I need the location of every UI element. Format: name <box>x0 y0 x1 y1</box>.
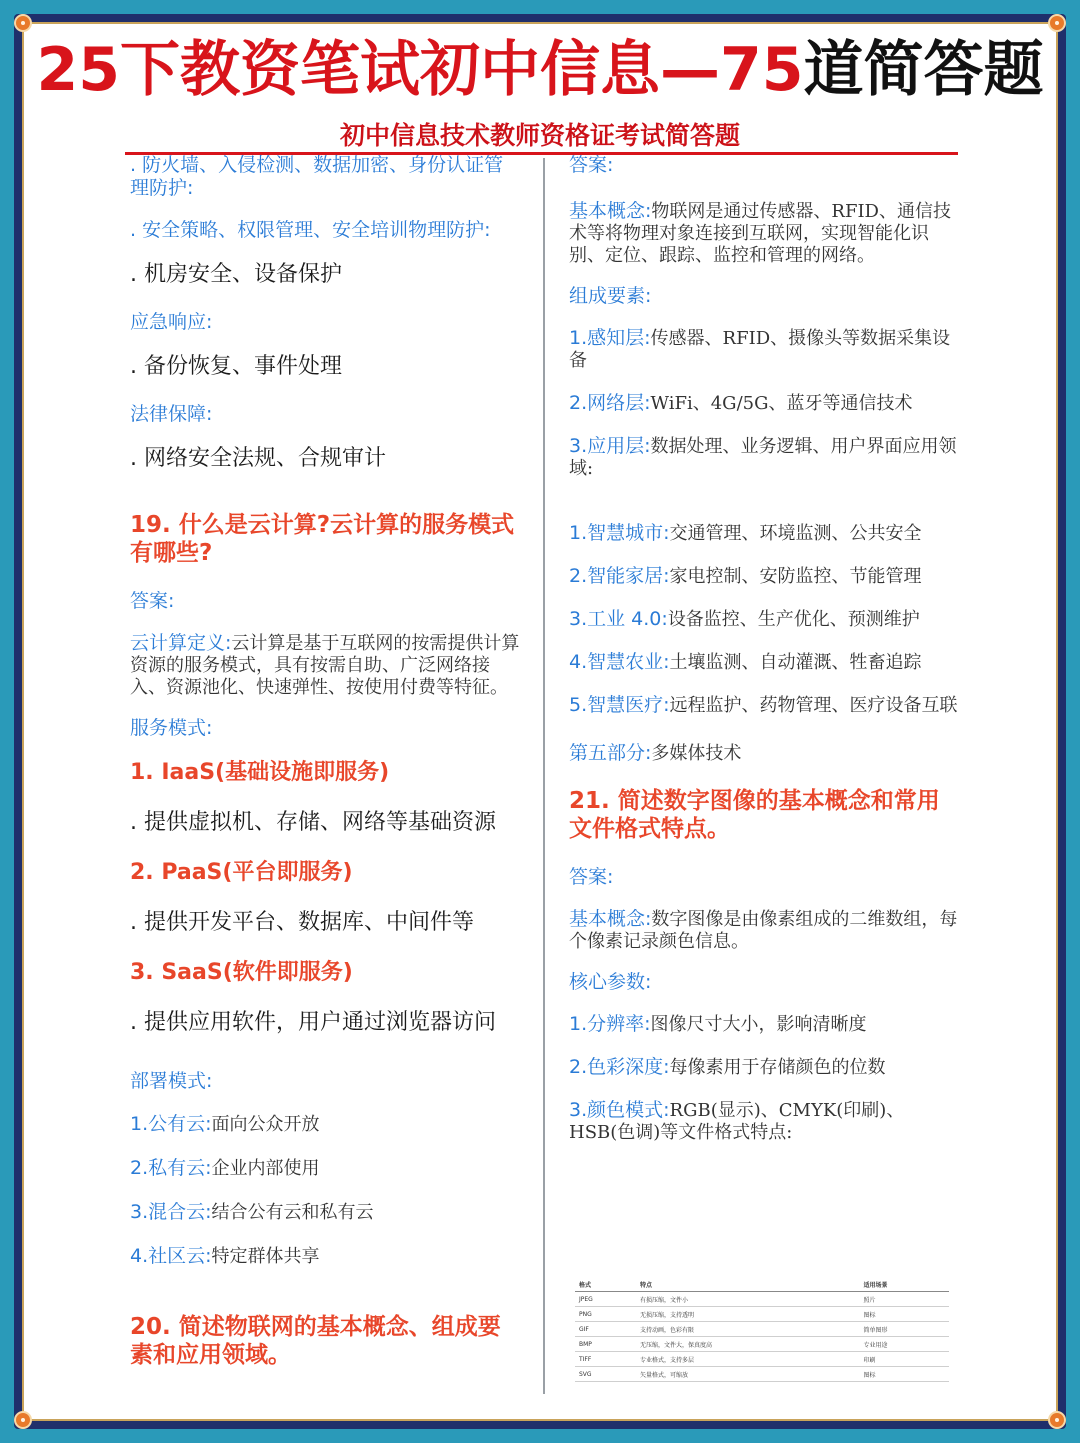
table-cell: 图标 <box>860 1307 949 1322</box>
item-key: 智能家居: <box>587 565 670 587</box>
item-value: 每像素用于存储颜色的位数 <box>669 1057 886 1078</box>
table-cell: 无损压缩，支持透明 <box>636 1307 860 1322</box>
item-number: 3. <box>569 608 588 630</box>
definition-label: 云计算定义: <box>130 632 232 654</box>
table-cell: 无压缩，文件大，保真度高 <box>636 1337 860 1352</box>
iot-basic-paragraph <box>569 200 961 267</box>
item-number: 2. <box>569 565 588 587</box>
list-item <box>569 392 961 415</box>
item-value: 传感器、RFID、摄像头等数据采集设备 <box>569 328 951 371</box>
item-key: 公有云: <box>148 1113 212 1135</box>
item-number: 1. <box>569 522 588 544</box>
item-number: 2. <box>130 1157 149 1179</box>
item-value: 面向公众开放 <box>211 1114 320 1135</box>
title-part-red: 25下教资笔试初中信息—75 <box>36 35 804 105</box>
question-21: 21. 简述数字图像的基本概念和常用文件格式特点。 <box>569 788 940 842</box>
answer-label: 答案: <box>569 866 614 888</box>
definition-text: 云计算是基于互联网的按需提供计算资源的服务模式，具有按需自助、广泛网络接入、资源池化、快速弹性、按使用付费等特征。 <box>130 633 520 698</box>
item-number: 5. <box>569 694 588 716</box>
list-item <box>569 522 961 545</box>
item-number: 3. <box>130 1201 149 1223</box>
item-value: 土壤监测、自动灌溉、牲畜追踪 <box>669 652 922 673</box>
list-item <box>130 1157 522 1180</box>
image-format-table <box>575 1277 949 1382</box>
list-item <box>569 327 961 372</box>
item-number: 1. <box>569 327 588 349</box>
corner-ornament-icon <box>14 1411 32 1429</box>
item-key: 智慧农业: <box>587 651 670 673</box>
section-label: 部署模式: <box>130 1070 213 1092</box>
item-number: 3. <box>569 435 588 457</box>
bullet-item: . 机房安全、设备保护 <box>130 262 342 287</box>
table-cell: 专业用途 <box>860 1337 949 1352</box>
section-label: 服务模式: <box>130 717 213 739</box>
item-key: 智慧医疗: <box>587 694 670 716</box>
table-row <box>575 1367 949 1382</box>
iot-basic-label: 基本概念: <box>569 200 652 222</box>
item-value: 特定群体共享 <box>211 1246 320 1267</box>
table-cell: TIFF <box>575 1352 636 1367</box>
definition-paragraph <box>130 632 522 699</box>
item-number: 4. <box>130 1245 149 1267</box>
right-column <box>569 150 961 1162</box>
section-label: 应急响应: <box>130 311 213 333</box>
page-title <box>0 30 1080 110</box>
service-paas-title: 2. PaaS(平台即服务) <box>130 860 353 885</box>
table-header: 格式 <box>575 1277 636 1292</box>
service-iaas-title: 1. IaaS(基础设施即服务) <box>130 760 390 785</box>
section-label: 核心参数: <box>569 971 652 993</box>
part5-line <box>569 742 961 765</box>
service-paas-text: . 提供开发平台、数据库、中间件等 <box>130 910 474 935</box>
item-value: 远程监护、药物管理、医疗设备互联 <box>669 695 958 716</box>
image-basic-text: 数字图像是由像素组成的二维数组，每个像素记录颜色信息。 <box>569 909 958 952</box>
table-cell: JPEG <box>575 1292 636 1307</box>
table-cell: 印刷 <box>860 1352 949 1367</box>
item-value: 设备监控、生产优化、预测维护 <box>667 609 920 630</box>
item-key: 私有云: <box>148 1157 212 1179</box>
item-number: 1. <box>569 1013 588 1035</box>
item-key: 色彩深度: <box>587 1056 670 1078</box>
part5-label: 第五部分: <box>569 742 652 764</box>
list-item <box>569 435 961 480</box>
list-item <box>569 565 961 588</box>
title-part-black: 道简答题 <box>803 35 1044 105</box>
section-label: 组成要素: <box>569 285 652 307</box>
item-value: 数据处理、业务逻辑、用户界面应用领域: <box>569 436 957 479</box>
item-number: 4. <box>569 651 588 673</box>
part5-text: 多媒体技术 <box>651 743 742 764</box>
service-iaas-text: . 提供虚拟机、存储、网络等基础资源 <box>130 810 496 835</box>
item-number: 1. <box>130 1113 149 1135</box>
left-column <box>130 150 522 1392</box>
item-value: 家电控制、安防监控、节能管理 <box>669 566 922 587</box>
list-item <box>569 608 961 631</box>
list-item <box>569 694 961 717</box>
item-key: 分辨率: <box>587 1013 651 1035</box>
table-cell: GIF <box>575 1322 636 1337</box>
question-19: 19. 什么是云计算?云计算的服务模式有哪些? <box>130 512 515 566</box>
list-item <box>569 1013 961 1036</box>
answer-label: 答案: <box>569 154 614 176</box>
answer-label: 答案: <box>130 590 175 612</box>
item-number: 2. <box>569 1056 588 1078</box>
table-header: 特点 <box>636 1277 860 1292</box>
item-key: 应用层: <box>587 435 651 457</box>
section-label: 法律保障: <box>130 403 213 425</box>
item-key: 智慧城市: <box>587 522 670 544</box>
table-cell: 专业格式，支持多层 <box>636 1352 860 1367</box>
table-cell: 矢量格式，可缩放 <box>636 1367 860 1382</box>
table-row <box>575 1322 949 1337</box>
image-basic-paragraph <box>569 908 961 953</box>
table-row <box>575 1307 949 1322</box>
list-item <box>569 651 961 674</box>
item-key: 颜色模式: <box>587 1099 670 1121</box>
item-value: WiFi、4G/5G、蓝牙等通信技术 <box>650 393 913 414</box>
table-header-row <box>575 1277 949 1292</box>
table-row <box>575 1352 949 1367</box>
list-item <box>569 1056 961 1079</box>
table-header: 适用场景 <box>860 1277 949 1292</box>
service-saas-title: 3. SaaS(软件即服务) <box>130 960 353 985</box>
table-cell: SVG <box>575 1367 636 1382</box>
list-item <box>130 1113 522 1136</box>
item-key: 网络层: <box>587 392 651 414</box>
item-key: 工业 4.0: <box>587 608 668 630</box>
corner-ornament-icon <box>1048 1411 1066 1429</box>
item-number: 3. <box>569 1099 588 1121</box>
service-saas-text: . 提供应用软件，用户通过浏览器访问 <box>130 1010 496 1035</box>
table-row <box>575 1337 949 1352</box>
list-item <box>130 1245 522 1268</box>
item-key: 感知层: <box>587 327 651 349</box>
item-key: 混合云: <box>148 1201 212 1223</box>
table-cell: 支持动画，色彩有限 <box>636 1322 860 1337</box>
table-cell: PNG <box>575 1307 636 1322</box>
item-key: 社区云: <box>148 1245 212 1267</box>
bullet-item: . 网络安全法规、合规审计 <box>130 446 386 471</box>
page-subtitle: 初中信息技术教师资格证考试简答题 <box>339 121 740 150</box>
item-number: 2. <box>569 392 588 414</box>
image-basic-label: 基本概念: <box>569 908 652 930</box>
security-measures-b: . 安全策略、权限管理、安全培训物理防护: <box>130 219 491 241</box>
item-value: 结合公有云和私有云 <box>211 1202 374 1223</box>
iot-basic-text: 物联网是通过传感器、RFID、通信技术等将物理对象连接到互联网，实现智能化识别、定位、跟踪、监控和管理的网络。 <box>569 201 951 266</box>
question-20: 20. 简述物联网的基本概念、组成要素和应用领域。 <box>130 1314 501 1368</box>
table-row <box>575 1292 949 1307</box>
list-item <box>130 1201 522 1224</box>
bullet-item: . 备份恢复、事件处理 <box>130 354 342 379</box>
item-value: 企业内部使用 <box>211 1158 320 1179</box>
item-value: RGB(显示)、CMYK(印刷)、HSB(色调)等文件格式特点: <box>569 1100 905 1143</box>
item-value: 交通管理、环境监测、公共安全 <box>669 523 922 544</box>
security-measures-a: . 防火墙、入侵检测、数据加密、身份认证管理防护: <box>130 154 504 199</box>
item-value: 图像尺寸大小，影响清晰度 <box>650 1014 867 1035</box>
table-cell: 有损压缩，文件小 <box>636 1292 860 1307</box>
table-cell: BMP <box>575 1337 636 1352</box>
column-divider <box>543 158 545 1394</box>
table-cell: 图标 <box>860 1367 949 1382</box>
table-cell: 照片 <box>860 1292 949 1307</box>
table-cell: 简单图形 <box>860 1322 949 1337</box>
list-item <box>569 1099 961 1144</box>
